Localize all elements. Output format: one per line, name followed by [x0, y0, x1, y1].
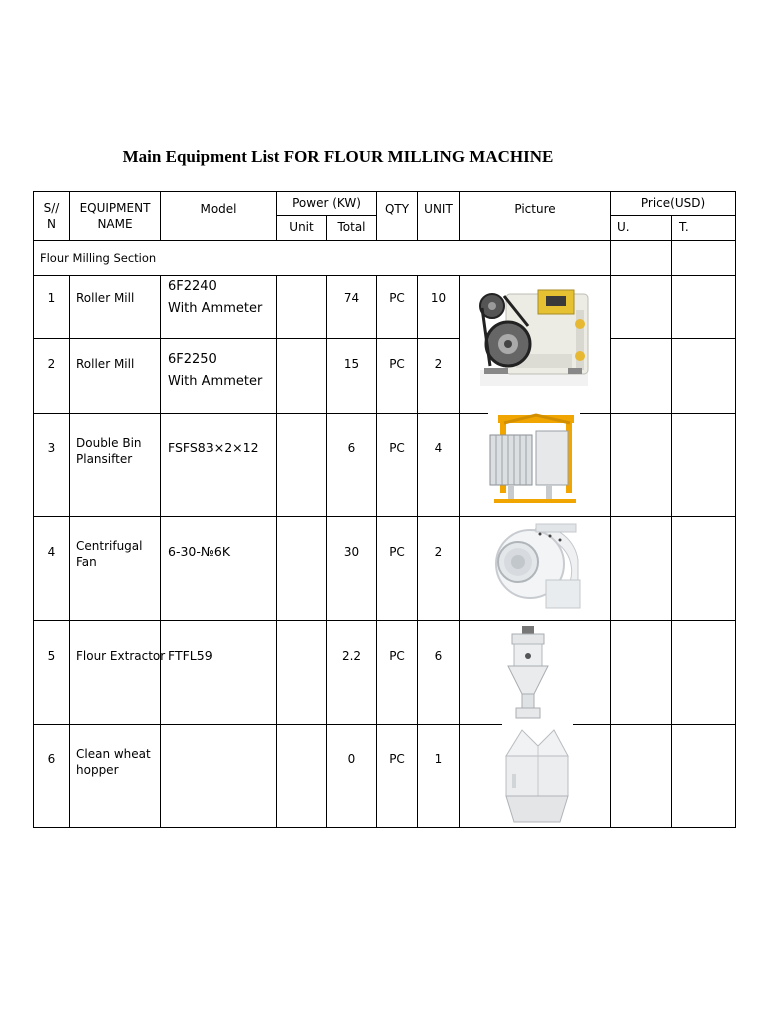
row-model	[168, 349, 262, 393]
row-equipment-name: Roller Mill	[76, 291, 135, 305]
row-equipment-name	[76, 746, 151, 778]
row-model-line1: 6F2250	[168, 352, 217, 367]
row-qty: PC	[389, 291, 405, 305]
row-model: FTFL59	[168, 648, 213, 663]
row-sn: 6	[47, 752, 56, 766]
row-equipment-name-line2: Plansifter	[76, 452, 133, 466]
row-qty: PC	[389, 752, 405, 766]
row-qty: PC	[389, 649, 405, 663]
row-unit: 4	[434, 441, 443, 455]
header-qty: QTY	[384, 202, 410, 216]
header-picture: Picture	[514, 202, 556, 216]
row-equipment-name	[76, 435, 142, 467]
header-model: Model	[200, 202, 237, 216]
header-equipment-name	[70, 200, 160, 232]
row-sn: 2	[47, 357, 56, 371]
row-model-line2: With Ammeter	[168, 301, 263, 316]
header-power-total: Total	[337, 220, 366, 234]
header-equipment-line2: NAME	[97, 217, 133, 231]
row-power-total: 74	[343, 291, 360, 305]
row-power-total: 30	[343, 545, 360, 559]
row-unit: 2	[434, 357, 443, 371]
flour-extractor-image	[502, 624, 554, 722]
row-sn: 4	[47, 545, 56, 559]
row-model	[168, 276, 262, 320]
row-unit: 10	[430, 291, 447, 305]
document-title: Main Equipment List FOR FLOUR MILLING MACHINE	[122, 147, 554, 166]
row-sn: 5	[47, 649, 56, 663]
row-equipment-name-line1: Centrifugal	[76, 539, 143, 553]
header-power-unit: Unit	[289, 220, 314, 234]
row-model-line1: 6F2240	[168, 279, 217, 294]
header-price: Price(USD)	[640, 196, 706, 210]
header-sn-line2: N	[47, 217, 56, 231]
row-unit: 6	[434, 649, 443, 663]
row-equipment-name: Roller Mill	[76, 357, 135, 371]
row-model-line2: With Ammeter	[168, 374, 263, 389]
row-equipment-name-line2: hopper	[76, 763, 119, 777]
row-equipment-name-line1: Clean wheat	[76, 747, 151, 761]
row-power-total: 2.2	[341, 649, 362, 663]
header-price-total: T.	[679, 220, 689, 234]
hopper-image	[502, 726, 572, 826]
header-power: Power (KW)	[292, 196, 361, 210]
header-sn-line1: S//	[43, 201, 60, 215]
header-unit: UNIT	[424, 202, 453, 216]
centrifugal-fan-image	[486, 520, 584, 612]
row-unit: 2	[434, 545, 443, 559]
row-power-total: 15	[343, 357, 360, 371]
row-sn: 1	[47, 291, 56, 305]
row-unit: 1	[434, 752, 443, 766]
plansifter-image	[488, 413, 580, 508]
row-qty: PC	[389, 441, 405, 455]
row-equipment-name: Flour Extractor	[76, 649, 166, 663]
row-qty: PC	[389, 545, 405, 559]
section-label: Flour Milling Section	[40, 251, 157, 265]
row-sn: 3	[47, 441, 56, 455]
row-qty: PC	[389, 357, 405, 371]
header-equipment-line1: EQUIPMENT	[79, 201, 151, 215]
roller-mill-image	[476, 284, 592, 390]
row-power-total: 0	[347, 752, 356, 766]
header-price-unit: U.	[617, 220, 630, 234]
row-model: 6-30-№6K	[168, 544, 231, 559]
row-equipment-name	[76, 538, 142, 570]
header-sn	[34, 200, 69, 232]
row-equipment-name-line1: Double Bin	[76, 436, 142, 450]
row-model: FSFS83×2×12	[168, 440, 259, 455]
row-equipment-name-line2: Fan	[76, 555, 97, 569]
row-power-total: 6	[347, 441, 356, 455]
